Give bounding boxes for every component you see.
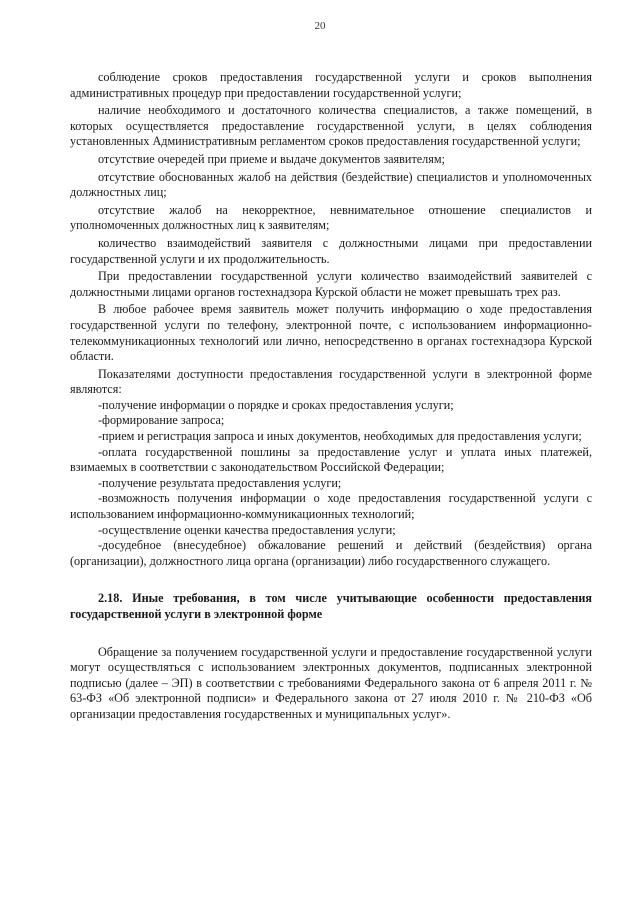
list-item: -досудебное (внесудебное) обжалование решений и действий (бездействия) органа (организации), должностного лица органа (организации) либо государственного служащего. [70, 538, 592, 568]
paragraph: количество взаимодействий заявителя с должностными лицами при предоставлении государственной услуги и их продолжительность. [70, 235, 592, 266]
paragraph: Показателями доступности предоставления государственной услуги в электронной форме являются: [70, 366, 592, 397]
section-heading: 2.18. Иные требования, в том числе учитывающие особенности предоставления государственной услуги в электронной форме [70, 591, 592, 621]
paragraph: отсутствие очередей при приеме и выдаче документов заявителям; [98, 151, 445, 166]
list-item: -формирование запроса; [98, 413, 225, 428]
paragraph: отсутствие жалоб на некорректное, невнимательное отношение специалистов и уполномоченных должностных лиц к заявителям; [70, 202, 592, 233]
list-item: -осуществление оценки качества предоставления услуги; [98, 522, 396, 537]
paragraph: наличие необходимого и достаточного количества специалистов, а также помещений, в которых осуществляется предоставление государственной услуги, в целях соблюдения установленных Административным регламентом сроков предоставления государственной услуги; [70, 103, 592, 149]
paragraph: отсутствие обоснованных жалоб на действия (бездействие) специалистов и уполномоченных должностных лиц; [70, 169, 592, 200]
list-item: -получение результата предоставления услуги; [98, 475, 342, 490]
list-item: -прием и регистрация запроса и иных документов, необходимых для предоставления услуги; [98, 429, 582, 444]
document-body [70, 70, 592, 723]
page-number: 20 [314, 20, 326, 32]
list-item: -оплата государственной пошлины за предоставление услуг и уплата иных платежей, взимаемых в соответствии с законодательством Российской Федерации; [70, 444, 592, 475]
paragraph: При предоставлении государственной услуги количество взаимодействий заявителей с должностными лицами органов гостехнадзора Курской области не может превышать трех раз. [70, 269, 592, 299]
list-item: -получение информации о порядке и сроках предоставления услуги; [98, 397, 454, 412]
paragraph: В любое рабочее время заявитель может получить информацию о ходе предоставления государственной услуги по телефону, электронной почте, с использованием информационно-телекоммуникационных технологий или лично, непосредственно в органах гостехнадзора Курской области. [70, 302, 592, 364]
paragraph: соблюдение сроков предоставления государственной услуги и сроков выполнения административных процедур при предоставлении государственной услуги; [70, 70, 592, 100]
list-item: -возможность получения информации о ходе предоставления государственной услуги с использованием информационно-коммуникационных технологий; [70, 491, 592, 522]
paragraph: Обращение за получением государственной услуги и предоставление государственной услуги могут осуществляться с использованием электронных документов, подписанных электронной подписью (далее – ЭП) в соответствии с требованиями Федерального закона от 6 апреля 2011 г. № 63-ФЗ «Об электронной подписи» и Федерального закона от 27 июля 2010 г. № 210-ФЗ «Об организации предоставления государственных и муниципальных услуг». [70, 644, 592, 721]
